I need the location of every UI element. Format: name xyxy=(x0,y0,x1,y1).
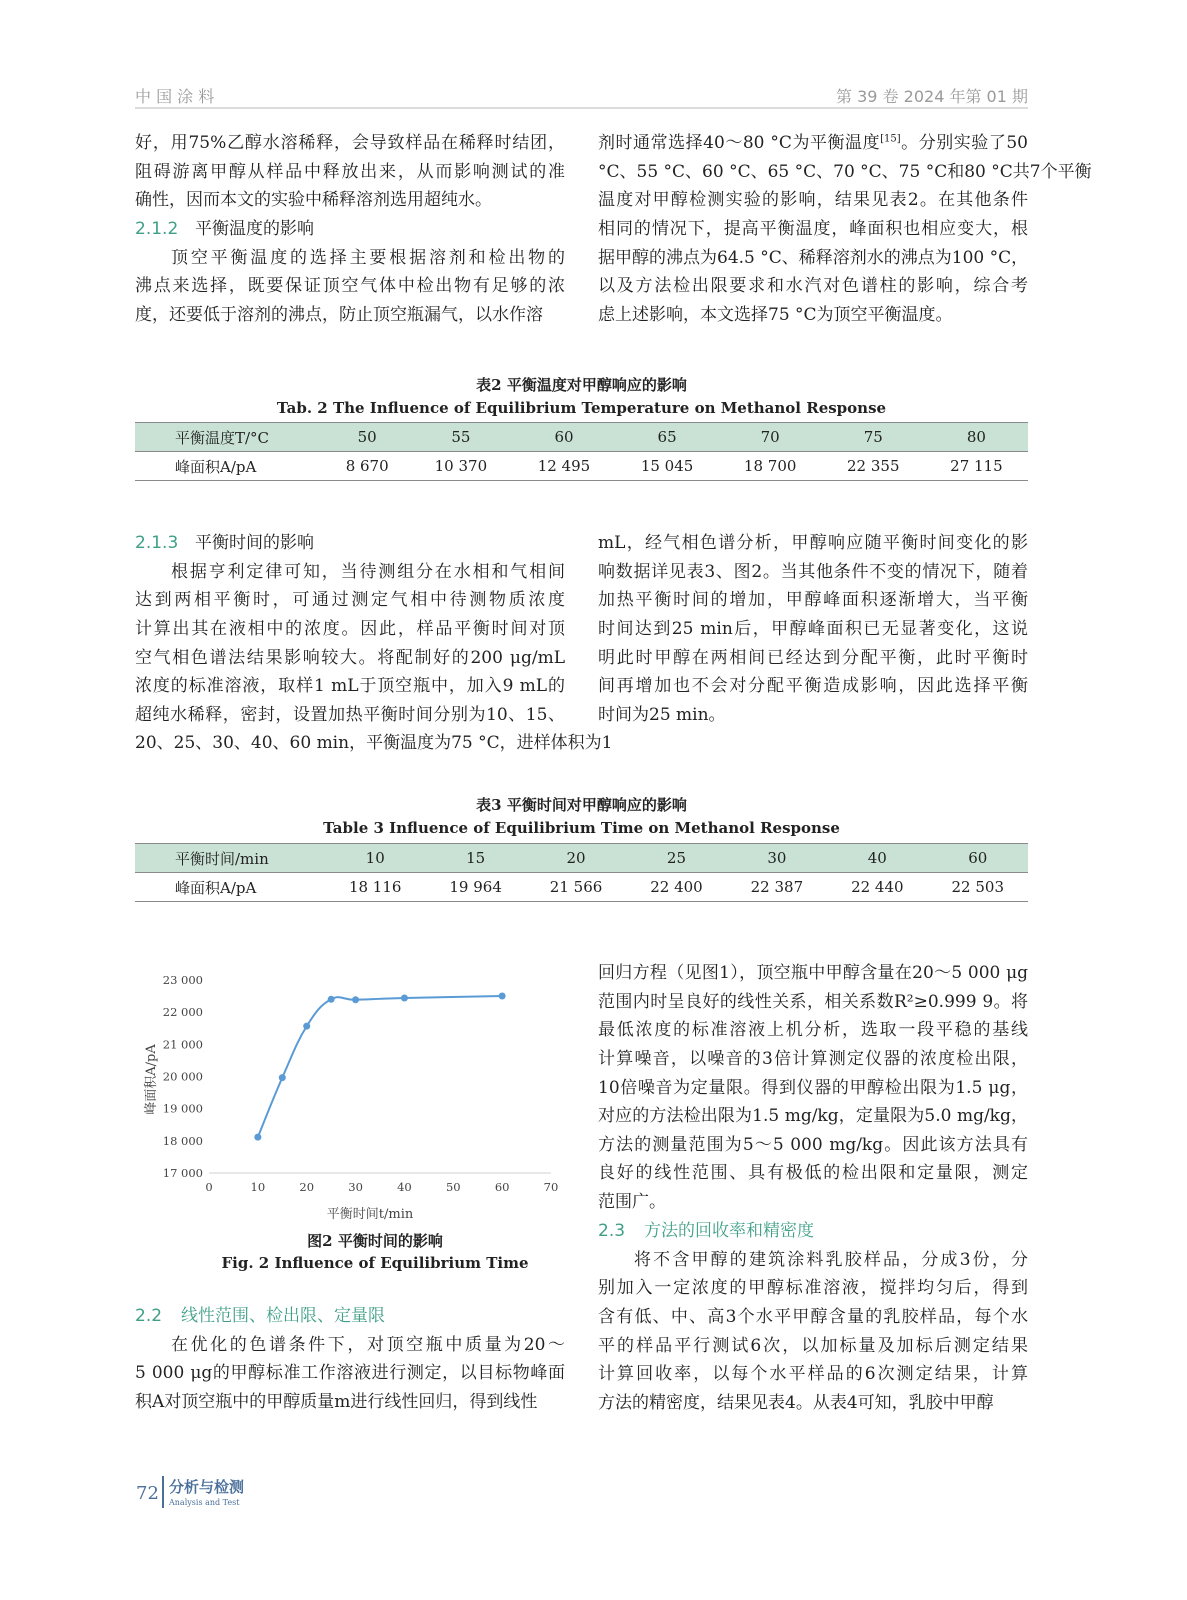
text-line: 超纯水稀释，密封，设置加热平衡时间分别为10、15、 xyxy=(135,704,565,725)
text-line: 10倍噪音为定量限。得到仪器的甲醇检出限为1.5 μg， xyxy=(598,1077,1028,1098)
section-heading: 2.1.3 平衡时间的影响 xyxy=(135,533,314,553)
section-paragraph xyxy=(135,558,613,758)
section-paragraph xyxy=(598,1246,1028,1418)
text-line: 确性，因而本文的实验中稀释溶剂选用超纯水。 xyxy=(135,190,492,211)
data-point xyxy=(303,1023,310,1030)
table-cell: 8 670 xyxy=(325,452,409,481)
table-cell: 22 440 xyxy=(827,873,927,902)
section-2-3 xyxy=(598,1217,1028,1417)
text-line: 间再增加也不会对分配平衡造成影响，因此选择平衡 xyxy=(598,676,1028,697)
section-2-1-3 xyxy=(135,529,613,758)
text-line: 方法的精密度，结果见表4。从表4可知，乳胶中甲醇 xyxy=(598,1392,994,1413)
text-line: 平的样品平行测试6次，以加标量及加标后测定结果 xyxy=(598,1335,1028,1356)
text-line: 明此时甲醇在两相间已经达到分配平衡，此时平衡时 xyxy=(598,647,1028,668)
table-cell: 25 xyxy=(626,844,726,873)
text-line: 好，用75%乙醇水溶稀释，会导致样品在稀释时结团， xyxy=(135,133,565,153)
x-tick-label: 20 xyxy=(299,1180,315,1194)
table2-title-cn: 表2 平衡温度对甲醇响应的影响 xyxy=(476,376,687,394)
table-cell: 15 045 xyxy=(616,452,719,481)
section-paragraph xyxy=(135,1331,565,1417)
y-tick-label: 23 000 xyxy=(162,973,203,987)
text-line: 阻碍游离甲醇从样品中释放出来，从而影响测试的准 xyxy=(135,161,565,182)
text-line: 积A对顶空瓶中的甲醇质量m进行线性回归，得到线性 xyxy=(135,1391,538,1412)
figure2-caption-en: Fig. 2 Influence of Equilibrium Time xyxy=(221,1254,529,1272)
text-line: 良好的线性范围、具有极低的检出限和定量限，测定 xyxy=(598,1163,1028,1184)
text-line: 范围广。 xyxy=(598,1192,666,1213)
text-line: 对应的方法检出限为1.5 mg/kg，定量限为5.0 mg/kg， xyxy=(598,1106,1028,1127)
table-cell: 10 370 xyxy=(409,452,512,481)
table-header-row xyxy=(135,844,1028,873)
data-point xyxy=(499,992,506,999)
text-line: 20、25、30、40、60 min，平衡温度为75 °C，进样体积为1 xyxy=(135,733,613,754)
x-tick-label: 10 xyxy=(250,1180,266,1194)
footer-section-en: Analysis and Test xyxy=(169,1498,240,1507)
table-row xyxy=(135,873,1028,902)
text-line: mL，经气相色谱分析，甲醇响应随平衡时间变化的影 xyxy=(598,533,1028,553)
table-cell: 22 503 xyxy=(928,873,1028,902)
text-line: 相同的情况下，提高平衡温度，峰面积也相应变大，根 xyxy=(598,218,1028,239)
page-number: 72 xyxy=(136,1483,159,1504)
table-cell: 55 xyxy=(409,423,512,452)
text-line: 沸点来选择，既要保证顶空气体中检出物有足够的浓 xyxy=(135,276,565,297)
text-line: 回归方程（见图1），顶空瓶中甲醇含量在20～5 000 μg xyxy=(598,963,1028,983)
paragraph-right-mid xyxy=(598,529,1028,729)
table-cell: 60 xyxy=(512,423,615,452)
paragraph-right-top xyxy=(598,129,1092,329)
text-line: 时间达到25 min后，甲醇峰面积已无显著变化，这说 xyxy=(598,618,1028,639)
table-cell: 峰面积A/pA xyxy=(135,873,325,902)
table3 xyxy=(135,843,1028,902)
figure2-caption-cn: 图2 平衡时间的影响 xyxy=(307,1232,443,1250)
text-line: 最低浓度的标准溶液上机分析，选取一段平稳的基线 xyxy=(598,1020,1028,1041)
table-header-row xyxy=(135,423,1028,452)
series-line xyxy=(258,996,502,1137)
table-cell: 75 xyxy=(822,423,925,452)
data-point xyxy=(352,996,359,1003)
table-cell: 22 387 xyxy=(727,873,827,902)
x-tick-label: 30 xyxy=(348,1180,363,1194)
table-cell: 65 xyxy=(616,423,719,452)
text-line: 温度对甲醇检测实验的影响，结果见表2。在其他条件 xyxy=(598,190,1028,211)
table-cell: 50 xyxy=(325,423,409,452)
y-tick-label: 18 000 xyxy=(162,1133,203,1148)
text-line: 在优化的色谱条件下，对顶空瓶中质量为20～ xyxy=(171,1334,565,1355)
text-line: 顶空平衡温度的选择主要根据溶剂和检出物的 xyxy=(171,247,565,268)
table-cell: 平衡时间/min xyxy=(135,844,325,873)
table3-title-en: Table 3 Influence of Equilibrium Time on Methanol Response xyxy=(323,819,840,837)
text-line: 响数据详见表3、图2。当其他条件不变的情况下，随着 xyxy=(598,561,1028,582)
data-point xyxy=(254,1134,261,1141)
text-line: 计算出其在液相中的浓度。因此，样品平衡时间对顶 xyxy=(135,618,565,639)
text-line: 别加入一定浓度的甲醇标准溶液，搅拌均匀后，得到 xyxy=(598,1278,1028,1299)
table-cell: 27 115 xyxy=(925,452,1028,481)
journal-name: 中 国 涂 料 xyxy=(135,87,215,106)
y-tick-label: 20 000 xyxy=(162,1069,203,1084)
table-cell: 30 xyxy=(727,844,827,873)
table-cell: 10 xyxy=(325,844,425,873)
section-paragraph xyxy=(135,244,565,330)
table3-title-cn: 表3 平衡时间对甲醇响应的影响 xyxy=(476,796,687,814)
text-line: 范围内时呈良好的线性关系，相关系数R²≥0.999 9。将 xyxy=(598,991,1028,1012)
section-2-2 xyxy=(135,1302,565,1417)
text-line: 剂时通常选择40～80 °C为平衡温度[15]。分别实验了50 xyxy=(598,133,1028,153)
text-line: 根据亨利定律可知，当待测组分在水相和气相间 xyxy=(171,561,565,582)
x-axis-label: 平衡时间t/min xyxy=(326,1207,414,1222)
text-line: °C、55 °C、60 °C、65 °C、70 °C、75 °C和80 °C共7个平衡 xyxy=(598,161,1092,182)
text-line: 5 000 μg的甲醇标准工作溶液进行测定，以目标物峰面 xyxy=(135,1363,565,1384)
section-heading: 2.2 线性范围、检出限、定量限 xyxy=(135,1306,385,1326)
figure2-chart xyxy=(135,960,565,1225)
citation[interactable]: [15] xyxy=(880,133,901,145)
text-line: 以及方法检出限要求和水汽对色谱柱的影响，综合考 xyxy=(598,276,1028,297)
table-cell: 19 964 xyxy=(425,873,525,902)
x-tick-label: 60 xyxy=(494,1180,510,1194)
data-point xyxy=(279,1074,286,1081)
text-line: 浓度的标准溶液，取样1 mL于顶空瓶中，加入9 mL的 xyxy=(135,676,565,697)
y-tick-label: 22 000 xyxy=(162,1005,203,1020)
table-cell: 18 116 xyxy=(325,873,425,902)
footer-section-cn: 分析与检测 xyxy=(169,1478,245,1496)
x-tick-label: 40 xyxy=(397,1180,412,1194)
x-tick-label: 70 xyxy=(543,1180,559,1194)
paragraph-right-bottom xyxy=(598,959,1028,1217)
text-line: 虑上述影响，本文选择75 °C为顶空平衡温度。 xyxy=(598,304,953,325)
table-cell: 22 400 xyxy=(626,873,726,902)
text-line: 计算噪音，以噪音的3倍计算测定仪器的浓度检出限， xyxy=(598,1048,1028,1069)
table-cell: 平衡温度T/°C xyxy=(135,423,325,452)
text-line: 将不含甲醇的建筑涂料乳胶样品，分成3份，分 xyxy=(634,1249,1028,1270)
text-line: 含有低、中、高3个水平甲醇含量的乳胶样品，每个水 xyxy=(598,1306,1028,1327)
table-cell: 22 355 xyxy=(822,452,925,481)
table-cell: 18 700 xyxy=(719,452,822,481)
table-cell: 21 566 xyxy=(526,873,626,902)
table-cell: 70 xyxy=(719,423,822,452)
table-cell: 60 xyxy=(928,844,1028,873)
text-line: 方法的测量范围为5～5 000 mg/kg。因此该方法具有 xyxy=(598,1134,1028,1155)
table-cell: 40 xyxy=(827,844,927,873)
data-point xyxy=(401,995,408,1002)
text-line: 加热平衡时间的增加，甲醇峰面积逐渐增大，当平衡 xyxy=(598,590,1028,611)
section-heading: 2.1.2 平衡温度的影响 xyxy=(135,219,314,239)
text-line: 计算回收率，以每个水平样品的6次测定结果，计算 xyxy=(598,1364,1028,1385)
text-line: 时间为25 min。 xyxy=(598,704,726,725)
table-cell: 80 xyxy=(925,423,1028,452)
section-heading: 2.3 方法的回收率和精密度 xyxy=(598,1221,814,1241)
table-cell: 20 xyxy=(526,844,626,873)
text-line: 度，还要低于溶剂的沸点，防止顶空瓶漏气，以水作溶 xyxy=(135,304,543,325)
table2 xyxy=(135,422,1028,481)
table-cell: 15 xyxy=(425,844,525,873)
footer-divider xyxy=(162,1476,164,1508)
y-axis-label: 峰面积A/pA xyxy=(144,1044,159,1115)
table2-title-en: Tab. 2 The Influence of Equilibrium Temperature on Methanol Response xyxy=(276,399,887,417)
paragraph-continued xyxy=(135,129,565,215)
text-line: 达到两相平衡时，可通过测定气相中待测物质浓度 xyxy=(135,590,565,611)
table-cell: 峰面积A/pA xyxy=(135,452,325,481)
table-row xyxy=(135,452,1028,481)
x-tick-label: 50 xyxy=(445,1180,461,1194)
text-line: 空气相色谱法结果影响较大。将配制好的200 μg/mL xyxy=(135,647,565,668)
header-divider xyxy=(135,107,1028,109)
data-point xyxy=(328,996,335,1003)
y-tick-label: 19 000 xyxy=(162,1101,203,1116)
issue-info: 第 39 卷 2024 年第 01 期 xyxy=(836,87,1028,106)
x-tick-label: 0 xyxy=(205,1180,213,1194)
table-cell: 12 495 xyxy=(512,452,615,481)
y-tick-label: 21 000 xyxy=(162,1037,203,1052)
text-line: 据甲醇的沸点为64.5 °C、稀释溶剂水的沸点为100 °C， xyxy=(598,247,1029,268)
section-2-1-2 xyxy=(135,215,565,330)
y-tick-label: 17 000 xyxy=(162,1166,203,1180)
